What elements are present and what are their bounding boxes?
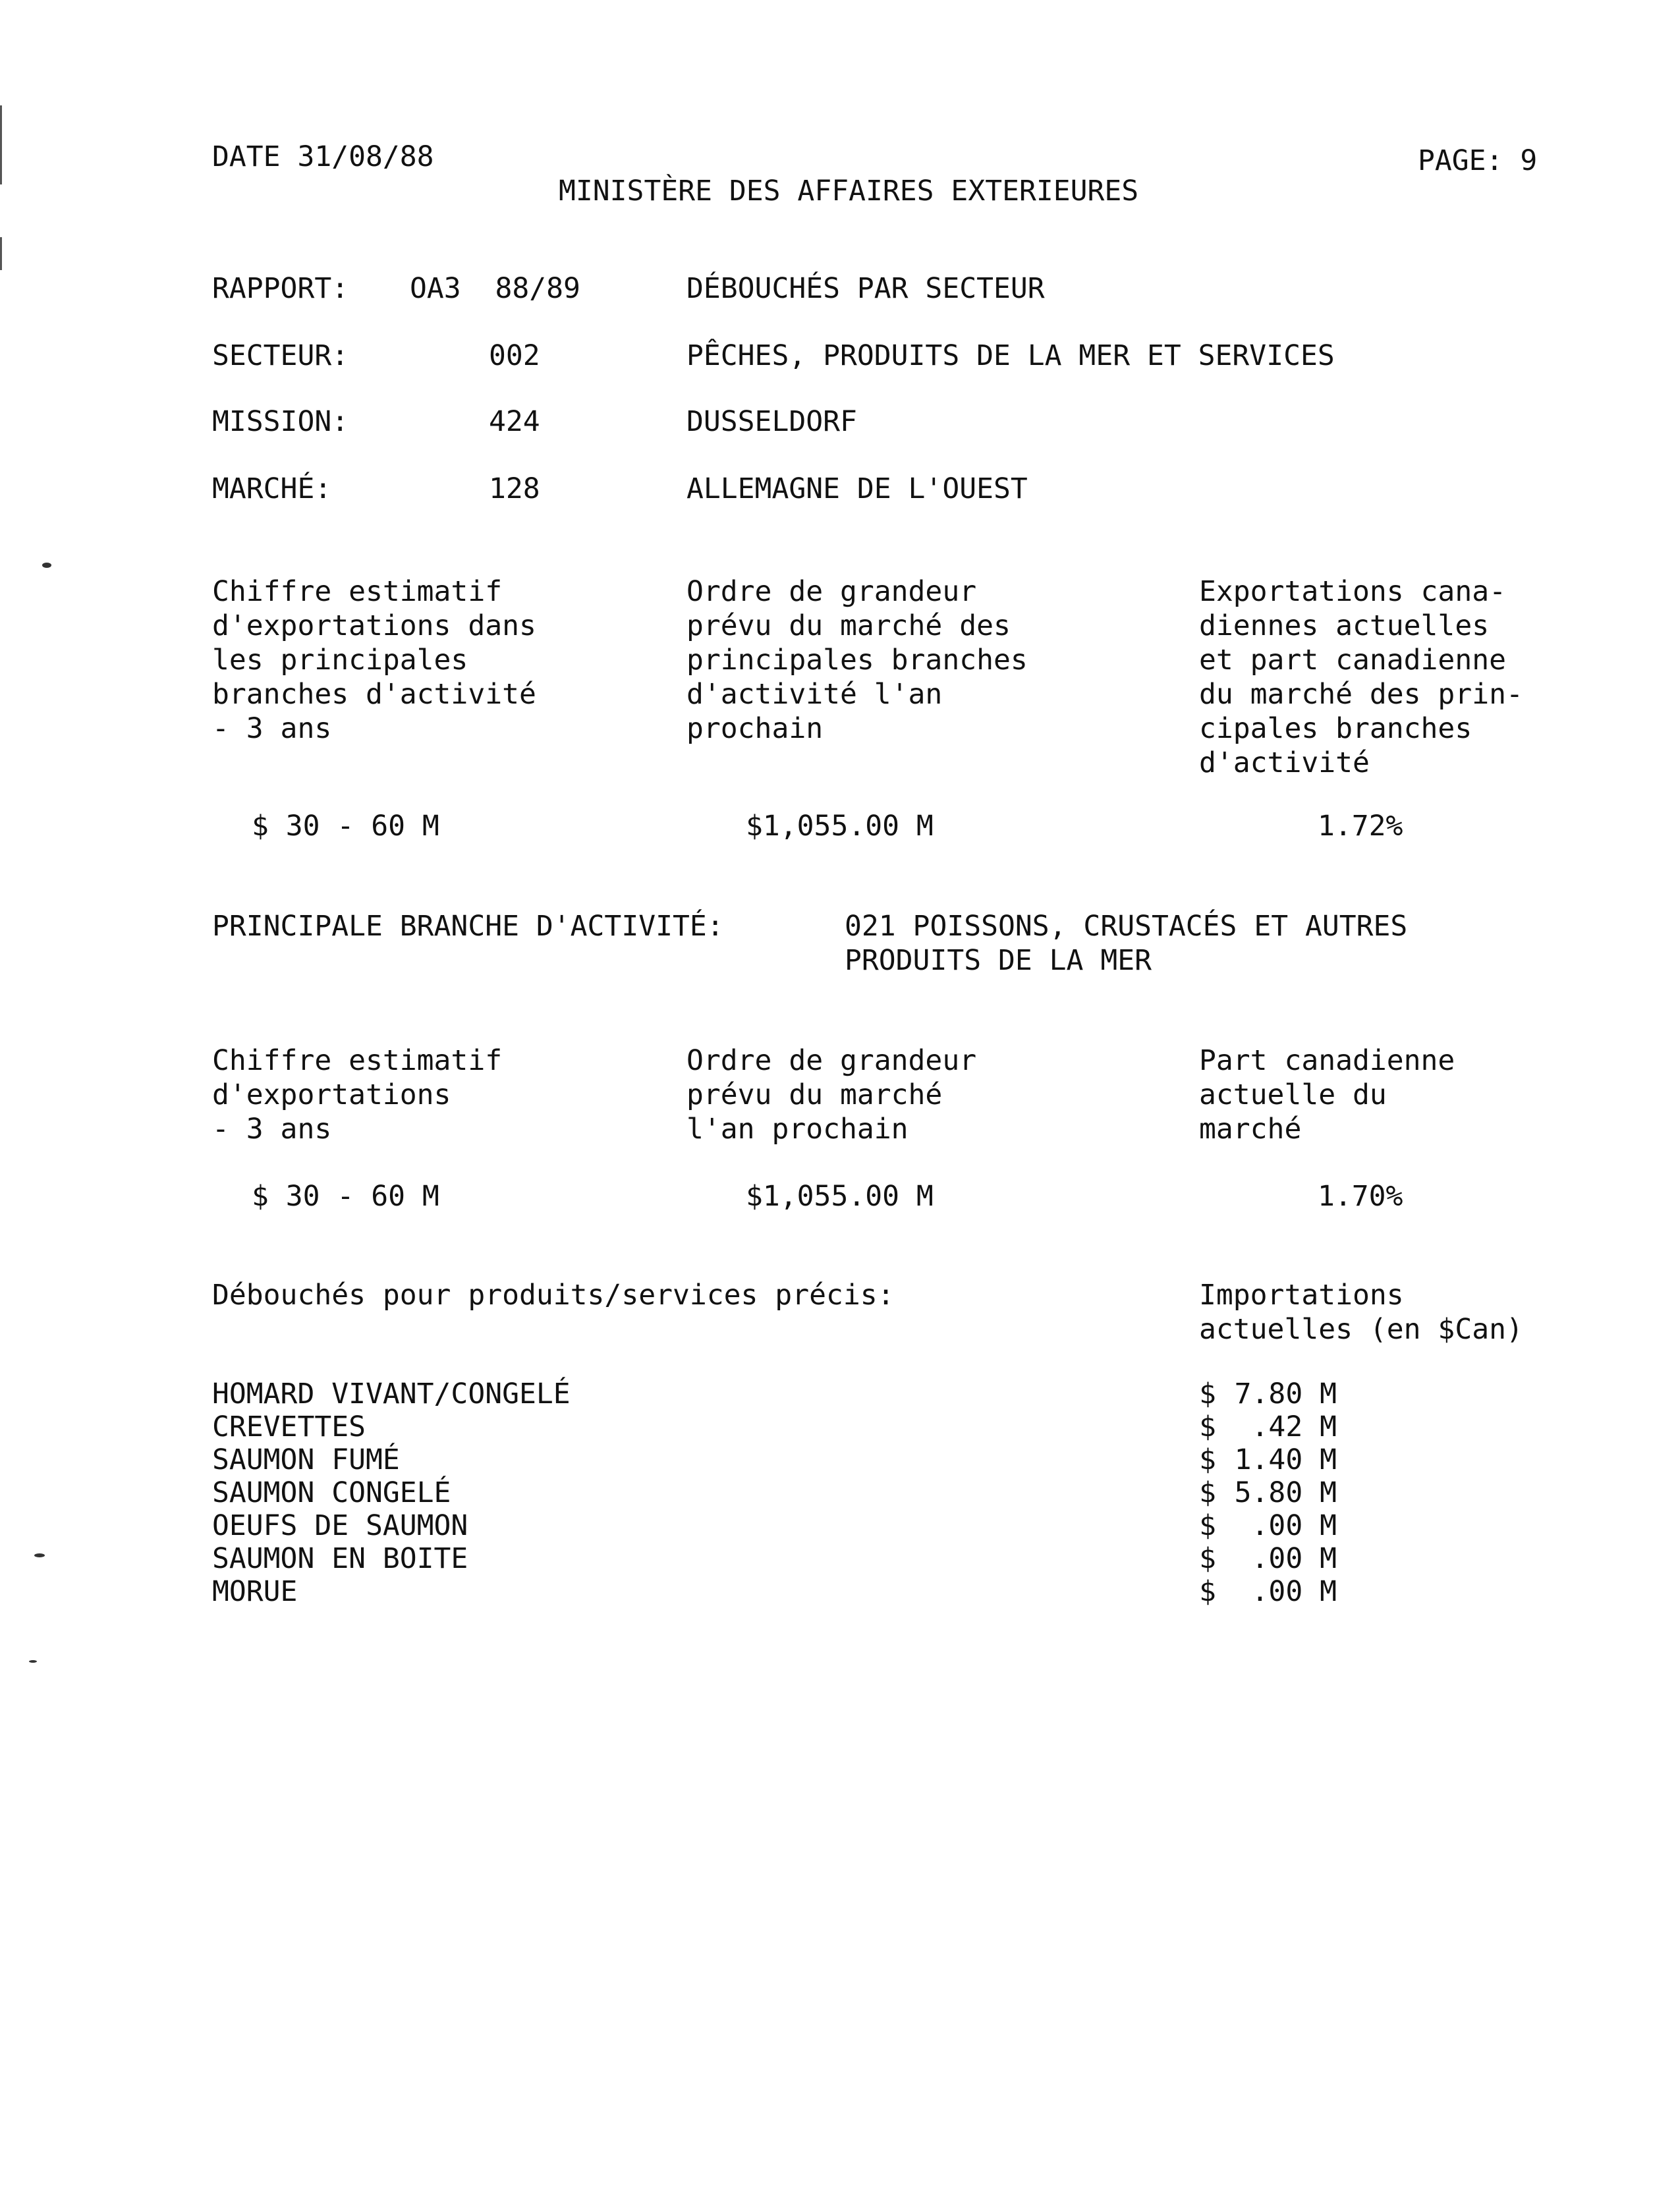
imports-header: Importations actuelles (en $Can) xyxy=(1199,1279,1523,1346)
branch-label: PRINCIPALE BRANCHE D'ACTIVITÉ: xyxy=(212,910,724,943)
section2-col2-header: Ordre de grandeur prévu du marché l'an prochain xyxy=(686,1044,977,1146)
field-value-mission: DUSSELDORF xyxy=(686,405,857,438)
scan-edge-mark xyxy=(0,105,2,184)
product-currency: $ xyxy=(1199,1443,1216,1476)
section2-col1-value: $ 30 - 60 M xyxy=(252,1180,439,1213)
product-currency: $ xyxy=(1199,1378,1216,1410)
field-code-marche: 128 xyxy=(489,472,540,505)
field-label-marche: MARCHÉ: xyxy=(212,472,332,505)
scan-speck xyxy=(34,1553,45,1557)
product-currency: $ xyxy=(1199,1542,1216,1575)
product-row: OEUFS DE SAUMON $ .00 M xyxy=(212,1509,1337,1542)
section2-col3-header: Part canadienne actuelle du marché xyxy=(1199,1044,1455,1146)
section2-col3-value: 1.70% xyxy=(1318,1180,1403,1213)
section2-col1-header: Chiffre estimatif d'exportations - 3 ans xyxy=(212,1044,503,1146)
branch-value: 021 POISSONS, CRUSTACÉS ET AUTRES PRODUITS DE LA MER xyxy=(845,910,1408,977)
section1-col1-value: $ 30 - 60 M xyxy=(252,810,439,843)
report-date: DATE 31/08/88 xyxy=(212,140,434,173)
product-name: CREVETTES xyxy=(212,1410,366,1443)
product-name: MORUE xyxy=(212,1575,298,1608)
page-number: PAGE: 9 xyxy=(1418,144,1538,177)
section2-col2-value: $1,055.00 M xyxy=(746,1180,934,1213)
section1-col1-header: Chiffre estimatif d'exportations dans les principales branches d'activité - 3 ans xyxy=(212,575,536,745)
product-currency: $ xyxy=(1199,1410,1216,1443)
section1-col2-value: $1,055.00 M xyxy=(746,810,934,843)
product-currency: $ xyxy=(1199,1476,1216,1509)
field-value-rapport: DÉBOUCHÉS PAR SECTEUR xyxy=(686,272,1045,305)
product-row: SAUMON CONGELÉ $ 5.80 M xyxy=(212,1476,1337,1509)
product-row: SAUMON FUMÉ $ 1.40 M xyxy=(212,1443,1337,1476)
field-code-rapport: OA3 88/89 xyxy=(410,272,580,305)
products-heading: Débouchés pour produits/services précis: xyxy=(212,1279,895,1312)
scan-edge-mark xyxy=(0,237,2,270)
products-list xyxy=(212,1377,1464,1607)
product-currency: $ xyxy=(1199,1575,1216,1608)
section1-col3-header: Exportations cana- diennes actuelles et part canadienne du marché des prin- cipales branches d'activité xyxy=(1199,575,1523,779)
section1-col3-value: 1.72% xyxy=(1318,810,1403,843)
product-row: SAUMON EN BOITE $ .00 M xyxy=(212,1542,1337,1575)
field-label-mission: MISSION: xyxy=(212,405,349,438)
field-label-rapport: RAPPORT: xyxy=(212,272,349,305)
field-code-secteur: 002 xyxy=(489,339,540,372)
field-value-marche: ALLEMAGNE DE L'OUEST xyxy=(686,472,1028,505)
scan-speck xyxy=(29,1660,37,1663)
product-currency: $ xyxy=(1199,1509,1216,1542)
product-name: SAUMON CONGELÉ xyxy=(212,1476,451,1509)
product-name: HOMARD VIVANT/CONGELÉ xyxy=(212,1378,571,1410)
section1-col2-header: Ordre de grandeur prévu du marché des principales branches d'activité l'an prochain xyxy=(686,575,1028,745)
ministry-title: MINISTÈRE DES AFFAIRES EXTERIEURES xyxy=(559,175,1139,208)
product-row: CREVETTES $ .42 M xyxy=(212,1410,1337,1443)
product-name: OEUFS DE SAUMON xyxy=(212,1509,468,1542)
field-code-mission: 424 xyxy=(489,405,540,438)
product-name: SAUMON FUMÉ xyxy=(212,1443,400,1476)
field-value-secteur: PÊCHES, PRODUITS DE LA MER ET SERVICES xyxy=(686,339,1335,372)
product-row: MORUE $ .00 M xyxy=(212,1575,1337,1608)
product-row: HOMARD VIVANT/CONGELÉ $ 7.80 M xyxy=(212,1378,1337,1410)
product-name: SAUMON EN BOITE xyxy=(212,1542,468,1575)
field-label-secteur: SECTEUR: xyxy=(212,339,349,372)
scan-speck xyxy=(42,563,51,568)
